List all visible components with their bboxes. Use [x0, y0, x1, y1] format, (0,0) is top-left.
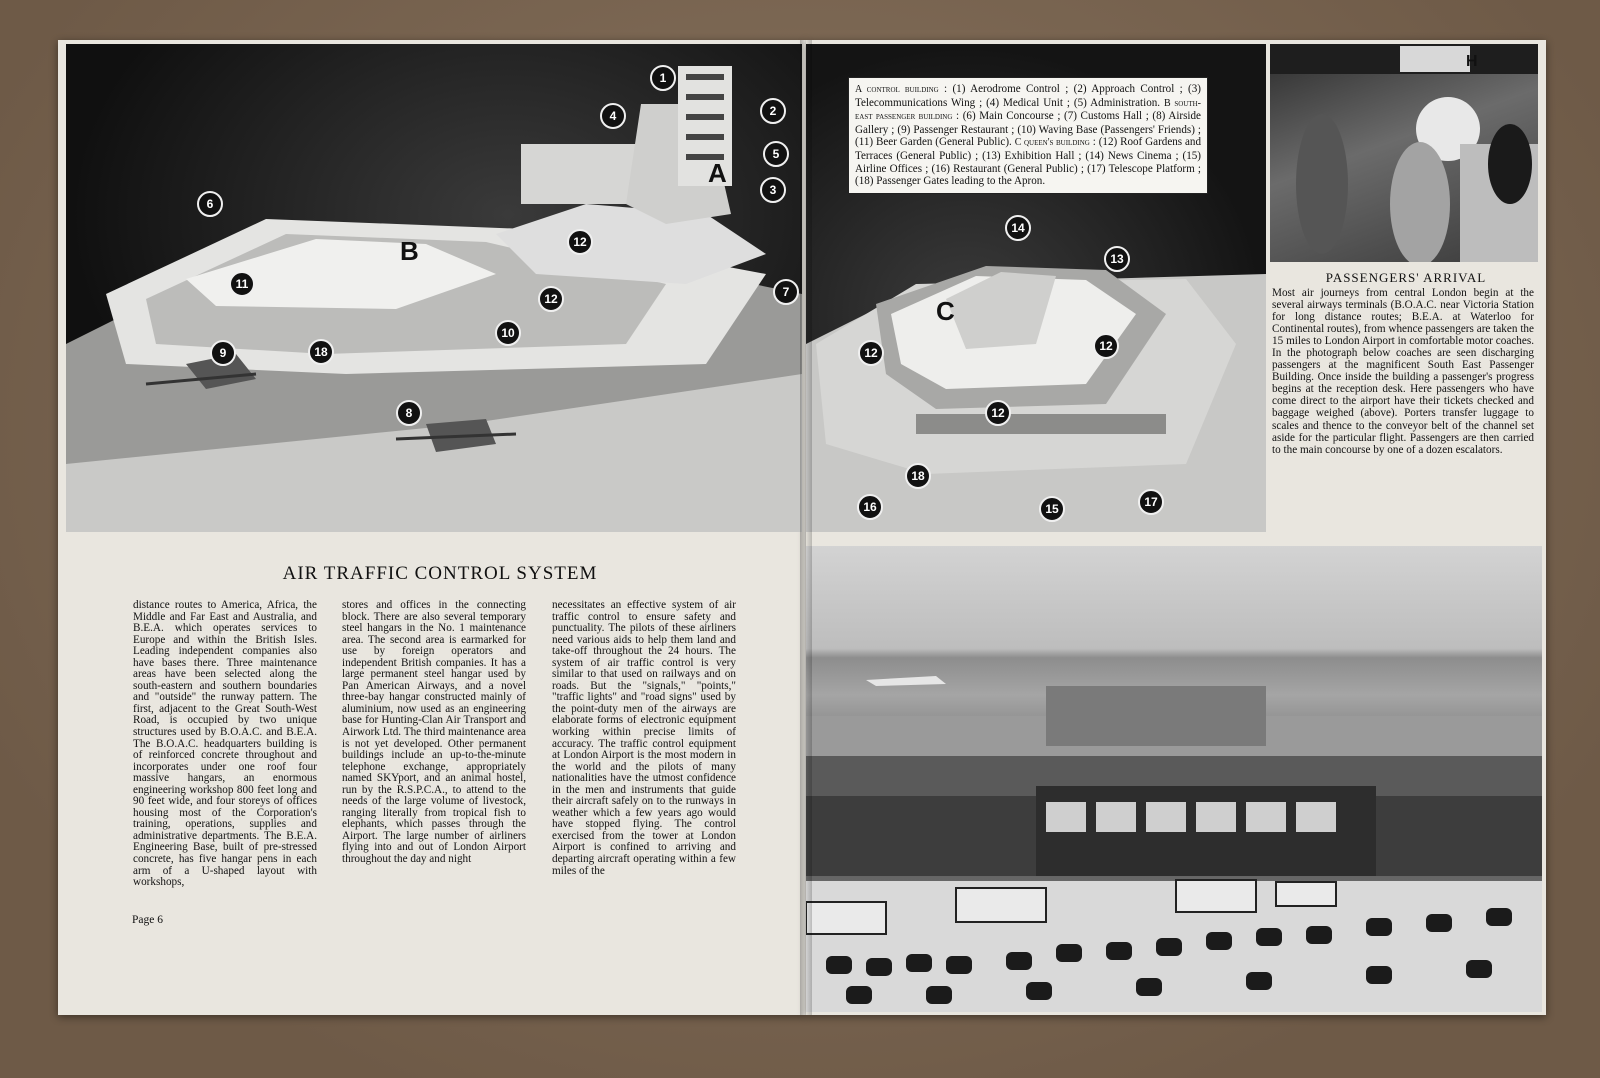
callout-12-d: 12: [1093, 333, 1119, 359]
legend-head-a: A control building: [855, 84, 939, 95]
callout-5: 5: [763, 141, 789, 167]
callout-6: 6: [197, 191, 223, 217]
callout-15: 15: [1039, 496, 1065, 522]
legend-head-b: B south-east passenger building: [855, 97, 1201, 123]
callout-3: 3: [760, 177, 786, 203]
passengers-arrival-photo: [1270, 44, 1538, 262]
callout-18-b: 18: [905, 463, 931, 489]
callout-17: 17: [1138, 489, 1164, 515]
text-column-2: stores and offices in the connecting block. There are also several temporary steel hangars in the No. 1 maintenance area. The second area is earmarked for use by foreign operators and independent British companies. It has a large permanent steel hangar used by Pan American Airways, and a novel three-bay hangar constructed mainly of aluminium, now used as an engineering base for Hunting-Clan Air Transport and Airwork Ltd. The third maintenance area is not yet developed. Other permanent buildings include an up-to-the-minute telephone exchange, appropriately named SKYport, and an animal hostel, run by the R.S.P.C.A., to attend to the needs of the large volume of livestock, ranging literally from tropical fish to elephants, which passes through the Airport. The large number of airliners flying into and out of London Airport throughout the day and night: [342, 599, 526, 866]
callout-12-b: 12: [538, 286, 564, 312]
model-illustration-left: [66, 44, 802, 532]
callout-18-a: 18: [308, 339, 334, 365]
page-number: Page 6: [132, 914, 163, 926]
arrival-heading: PASSENGERS' ARRIVAL: [1325, 270, 1487, 285]
legend-items-a: (1) Aerodrome Control ; (2) Approach Control ; (3) Telecommunications Wing ; (4) Medical Unit ; (5) Administration.: [855, 83, 1201, 109]
callout-7: 7: [773, 279, 799, 305]
callout-14: 14: [1005, 215, 1031, 241]
legend-head-c: C queen's building: [1014, 137, 1090, 149]
callout-9: 9: [210, 340, 236, 366]
callout-11: 11: [229, 271, 255, 297]
arrival-illustration: [1270, 44, 1538, 262]
label-letter-b: B: [400, 236, 419, 266]
callout-12-c: 12: [858, 340, 884, 366]
text-column-1: distance routes to America, Africa, the Middle and Far East and Australia, and B.E.A. which operates services to Europe and within the British Isles. Leading independent companies also have bases there. Three maintenance areas have been selected along the south-eastern and southern boundaries and "outside" the runway pattern. The first, adjacent to the Great South-West Road, is occupied by two unique structures used by B.O.A.C. and B.E.A. The B.O.A.C. headquarters building is of reinforced concrete throughout and incorporates under one roof four massive hangars, an enormous engineering workshop 800 feet long and 90 feet wide, and four storeys of offices housing most of the Corporation's training, operations, supplies and administrative departments. The B.E.A. Engineering Base, built of pre-stressed concrete, has five hangar pens in each arm of a U-shaped layout with workshops,: [133, 599, 317, 889]
book-spine: [800, 40, 812, 1015]
callout-10: 10: [495, 320, 521, 346]
callout-16: 16: [857, 494, 883, 520]
callout-2: 2: [760, 98, 786, 124]
callout-12-a: 12: [567, 229, 593, 255]
section-heading: AIR TRAFFIC CONTROL SYSTEM: [282, 563, 598, 584]
callout-8: 8: [396, 400, 422, 426]
callout-13: 13: [1104, 246, 1130, 272]
aerial-illustration: [806, 546, 1542, 1012]
callout-1: 1: [650, 65, 676, 91]
callout-4: 4: [600, 103, 626, 129]
signage-letter: H: [1466, 53, 1478, 70]
legend-items-b: (6) Main Concourse ; (7) Customs Hall ; (8) Airside Gallery ; (9) Passenger Restaurant ; (10) Waving Base (Passengers' Friends) ; (11) Beer Garden (General Public).: [855, 110, 1201, 149]
airport-model-photo-left: [66, 44, 802, 532]
arrival-paragraph: Most air journeys from central London begin at the several airways terminals (B.O.A.C. near Victoria Station for long distance routes; B.E.A. at Waterloo for Continental routes), from whence passengers are taken the 15 miles to London Airport in comfortable motor coaches. In the photograph below coaches are seen discharging passengers at the magnificent South East Passenger Building. Once inside the building a passenger's progress begins at the reception desk. Here passengers who have come direct to the airport have their tickets checked and baggage weighed (above). Porters transfer luggage to scales and thence to the conveyor belt of the channel set aside for the particular flight. Passengers are then carried to the main concourse by one of a dozen escalators.: [1272, 287, 1534, 456]
legend-items-c: (12) Roof Gardens and Terraces (General Public) ; (13) Exhibition Hall ; (14) News Cinema ; (15) Airline Offices ; (16) Restaurant (General Public) ; (17) Telescope Platform ; (18) Passenger Gates leading to the Apron.: [855, 136, 1202, 188]
diagram-legend: A control building : (1) Aerodrome Control ; (2) Approach Control ; (3) Telecommunications Wing ; (4) Medical Unit ; (5) Administration. B south-east passenger building : (6) Main Concourse ; (7) Customs Hall ; (8) Airside Gallery ; (9) Passenger Restaurant ; (10) Waving Base (Passengers' Friends) ; (11) Beer Garden (General Public). C queen's building : (12) Roof Gardens and Terraces (General Public) ; (13) Exhibition Hall ; (14) News Cinema ; (15) Airline Offices ; (16) Restaurant (General Public) ; (17) Telescope Platform ; (18) Passenger Gates leading to the Apron.: [848, 77, 1208, 194]
label-letter-c: C: [936, 296, 955, 326]
text-column-3: necessitates an effective system of air traffic control to ensure safety and punctuality. The pilots of these airliners need various aids to help them land and take-off throughout the 24 hours. The system of air traffic control is very similar to that used on railways and on roads. But the "signals," "points," "traffic lights" and "road signs" used by the point-duty men of the airways are elaborate forms of electronic equipment working within precise limits of accuracy. The traffic control equipment at London Airport is the most modern in the world and the pilots of many nationalities have the utmost confidence in the men and instruments that guide their aircraft safely on to the runways in weather which a few years ago would have stopped flying. The control exercised from the tower at London Airport is confined to arriving and departing aircraft operating within a few miles of the: [552, 599, 736, 877]
callout-12-e: 12: [985, 400, 1011, 426]
label-letter-a: A: [708, 158, 727, 188]
south-east-passenger-building-photo: [806, 546, 1542, 1012]
